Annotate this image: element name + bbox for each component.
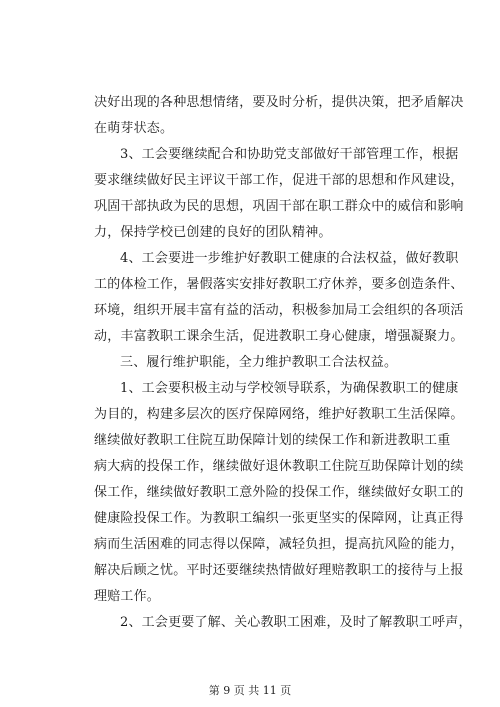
text-line: 理赔工作。 [94, 589, 161, 604]
page-number-footer: 第 9 页 共 11 页 [208, 684, 292, 697]
text-line: 工的体检工作，暑假落实安排好教职工疗休养，要多创造条件、 [94, 277, 464, 292]
text-line: 动，丰富教职工课余生活，促进教职工身心健康，增强凝聚力。 [94, 329, 464, 344]
text-line: 1、工会要积极主动与学校领导联系，为确保教职工的健康 [120, 381, 459, 396]
text-line: 健康险投保工作。为教职工编织一张更坚实的保障网，让真正得 [94, 511, 464, 526]
text-line: 4、工会要进一步维护好教职工健康的合法权益，做好教职 [120, 251, 459, 266]
section-heading: 三、履行维护职能，全力维护教职工合法权益。 [120, 355, 398, 370]
text-line: 解决后顾之忧。平时还要继续热情做好理赔教职工的接待与上报 [94, 563, 464, 578]
text-line: 要求继续做好民主评议干部工作，促进干部的思想和作风建设， [94, 173, 464, 188]
text-line: 决好出现的各种思想情绪，要及时分析，提供决策，把矛盾解决 [94, 95, 464, 110]
text-line: 力，保持学校已创建的良好的团队精神。 [94, 225, 332, 240]
text-line: 巩固干部执政为民的思想，巩固干部在职工群众中的威信和影响 [94, 199, 464, 214]
text-line: 病大病的投保工作，继续做好退休教职工住院互助保障计划的续 [94, 459, 464, 474]
text-line: 环境，组织开展丰富有益的活动，积极参加局工会组织的各项活 [94, 303, 464, 318]
text-line: 在萌芽状态。 [94, 121, 174, 136]
text-line: 继续做好教职工住院互助保障计划的续保工作和新进教职工重 [94, 433, 451, 448]
text-line: 保工作，继续做好教职工意外险的投保工作，继续做好女职工的 [94, 485, 464, 500]
text-line: 病而生活困难的同志得以保障，减轻负担，提高抗风险的能力， [94, 537, 464, 552]
text-line: 2、工会更要了解、关心教职工困难，及时了解教职工呼声， [120, 615, 472, 630]
text-line: 3、工会要继续配合和协助党支部做好干部管理工作，根据 [120, 147, 459, 162]
text-line: 为目的，构建多层次的医疗保障网络，维护好教职工生活保障。 [94, 407, 464, 422]
